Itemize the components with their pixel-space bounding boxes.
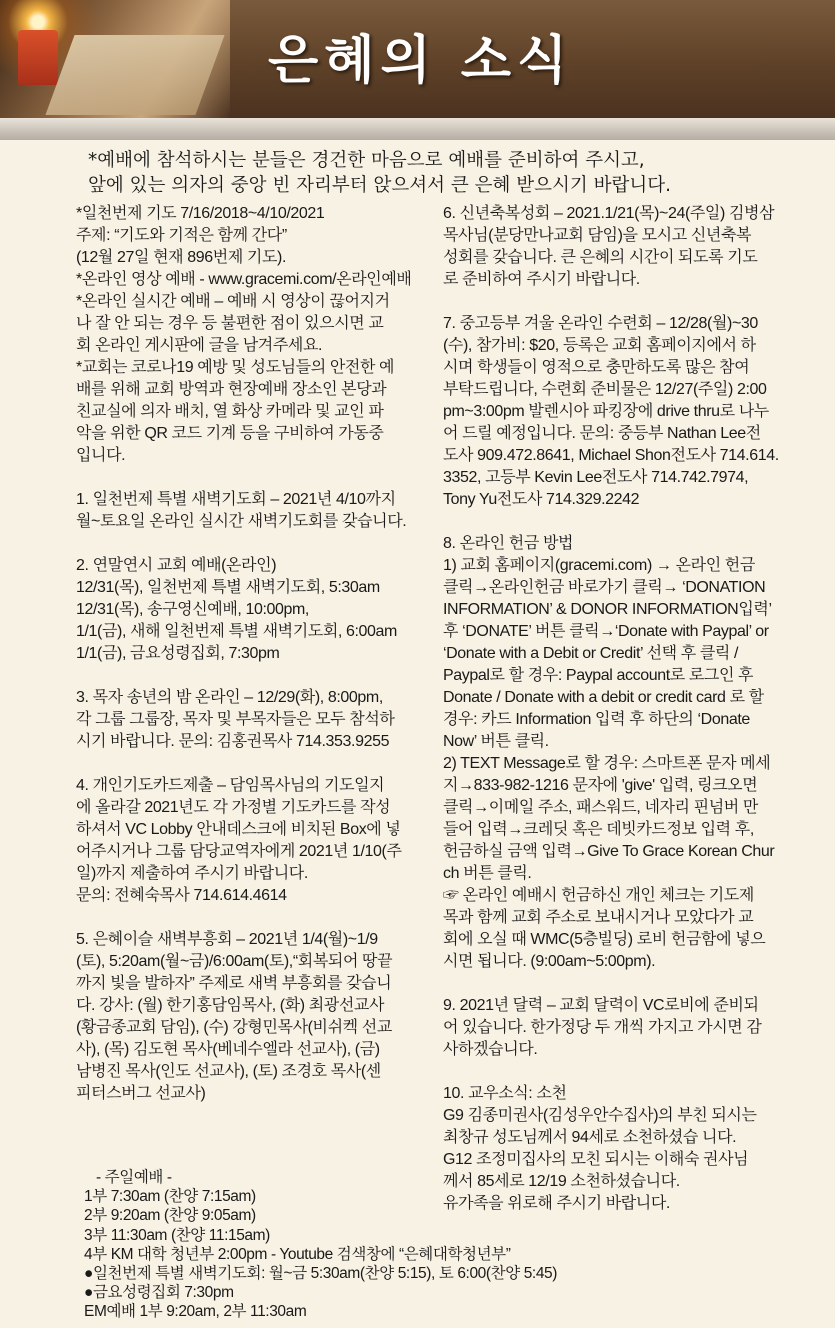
notice-line: 께서 85세로 12/19 소천하셨습니다. <box>443 1173 680 1190</box>
notice-line: 8. 온라인 헌금 방법 <box>443 535 574 552</box>
intro-notice <box>88 148 788 198</box>
notice-line: 7. 중고등부 겨울 온라인 수련회 – 12/28(월)~30 <box>443 315 758 332</box>
notice-line: 1. 일천번제 특별 새벽기도회 – 2021년 4/10까지 <box>76 491 396 508</box>
bible-icon <box>45 35 224 115</box>
notice-line: 3. 목자 송년의 밤 온라인 – 12/29(화), 8:00pm, <box>76 689 383 706</box>
notice-line: 4. 개인기도카드제출 – 담임목사님의 기도일지 <box>76 777 385 794</box>
notice-line: 부탁드립니다, 수련회 준비물은 12/27(주일) 2:00 <box>443 381 767 398</box>
notice-line: *일천번제 기도 7/16/2018~4/10/2021 <box>76 205 325 222</box>
notice-line: 목사님(분당만나교회 담임)을 모시고 신년축복 <box>443 227 752 244</box>
notice-line: 시며 학생들이 영적으로 충만하도록 많은 참여 <box>443 359 750 376</box>
notice-item-5 <box>76 929 431 1105</box>
notice-line: Donate / Donate with a debit or credit card 로 할 <box>443 689 764 706</box>
notice-line: 사), (목) 김도현 목사(베네수엘라 선교사), (금) <box>76 1041 380 1058</box>
notice-line: 피터스버그 선교사) <box>76 1085 206 1102</box>
notice-line: 어 있습니다. 한가정당 두 개씩 가지고 가시면 감 <box>443 1019 762 1036</box>
right-column <box>443 203 803 1237</box>
notice-line: 남병진 목사(인도 선교사), (토) 조경호 목사(센 <box>76 1063 381 1080</box>
notice-line: 시면 됩니다. (9:00am~5:00pm). <box>443 953 656 970</box>
notice-line: 12/31(목), 일천번제 특별 새벽기도회, 5:30am <box>76 579 380 596</box>
notice-item-4 <box>76 775 431 907</box>
service-line: ●일천번제 특별 새벽기도회: 월~금 5:30am(찬양 5:15), 토 6:00(찬양 5:45) <box>84 1265 558 1283</box>
notice-line: 일)까지 제출하여 주시기 바랍니다. <box>76 865 308 882</box>
notice-line: 어 드릴 예정입니다. 문의: 중등부 Nathan Lee전 <box>443 425 761 442</box>
notice-line: 사하겠습니다. <box>443 1041 538 1058</box>
notice-line: 클릭→이메일 주소, 패스워드, 네자리 핀넘버 만 <box>443 799 758 816</box>
notice-line: 후 ‘DONATE’ 버튼 클릭→‘Donate with Paypal’ or <box>443 623 769 640</box>
notice-line: 유가족을 위로해 주시기 바랍니다. <box>443 1195 670 1212</box>
notice-line: 각 그룹 그룹장, 목자 및 부목자들은 모두 참석하 <box>76 711 395 728</box>
notice-line: 월~토요일 온라인 실시간 새벽기도회를 갖습니다. <box>76 513 407 530</box>
notice-line: 12/31(목), 송구영신예배, 10:00pm, <box>76 601 309 618</box>
notice-line: (12월 27일 현재 896번제 기도). <box>76 249 287 266</box>
notice-item-7 <box>443 313 803 511</box>
notice-line: Now’ 버튼 클릭. <box>443 733 549 750</box>
notice-line: 최창규 성도님께서 94세로 소천하셨습 니다. <box>443 1129 737 1146</box>
notice-line: *교회는 코로나19 예방 및 성도님들의 안전한 예 <box>76 359 395 376</box>
notice-line: 3352, 고등부 Kevin Lee전도사 714.742.7974, <box>443 469 749 486</box>
notice-line: 다. 강사: (월) 한기홍담임목사, (화) 최광선교사 <box>76 997 385 1014</box>
notice-line: 까지 빛을 발하자” 주제로 새벽 부흥회를 갖습니 <box>76 975 392 992</box>
notice-line: 클릭→온라인헌금 바로가기 클릭→ ‘DONATION <box>443 579 766 596</box>
left-column <box>76 203 431 1127</box>
header-banner <box>0 0 835 118</box>
service-schedule <box>84 1168 684 1322</box>
notice-line: 경우: 카드 Information 입력 후 하단의 ‘Donate <box>443 711 750 728</box>
notice-item-2 <box>76 555 431 665</box>
notice-line: 회 온라인 게시판에 글을 남겨주세요. <box>76 337 323 354</box>
notice-line: 어주시거나 그룹 담당교역자에게 2021년 1/10(주 <box>76 843 402 860</box>
notice-line: 나 잘 안 되는 경우 등 불편한 점이 있으시면 교 <box>76 315 384 332</box>
notice-line: 친교실에 의자 배치, 열 화상 카메라 및 교인 파 <box>76 403 384 420</box>
notice-item-8 <box>443 533 803 973</box>
intro-line-1: *예배에 참석하시는 분들은 경건한 마음으로 예배를 준비하여 주시고, <box>88 150 645 171</box>
notice-line: *온라인 영상 예배 - www.gracemi.com/온라인예배 <box>76 271 412 288</box>
notice-line: 1/1(금), 새해 일천번제 특별 새벽기도회, 6:00am <box>76 623 397 640</box>
notice-line: (수), 참가비: $20, 등록은 교회 홈페이지에서 하 <box>443 337 756 354</box>
header-divider <box>0 118 835 140</box>
notice-item-9 <box>443 995 803 1061</box>
notice-line: 1) 교회 홈페이지(gracemi.com) → 온라인 헌금 <box>443 557 755 574</box>
notice-line: G12 조정미집사의 모친 되시는 이해숙 권사님 <box>443 1151 749 1168</box>
service-line: ●금요성령집회 7:30pm <box>84 1284 234 1302</box>
notice-line: *온라인 실시간 예배 – 예배 시 영상이 끊어지거 <box>76 293 390 310</box>
notice-line: 6. 신년축복성회 – 2021.1/21(목)~24(주일) 김병삼 <box>443 205 775 222</box>
notice-line: 들어 입력→크레딧 혹은 데빗카드정보 입력 후, <box>443 821 754 838</box>
notice-line: 지→833-982-1216 문자에 'give' 입력, 링크오면 <box>443 777 758 794</box>
notice-line: 입니다. <box>76 447 126 464</box>
notice-item-1 <box>76 489 431 533</box>
service-line: 2부 9:20am (찬양 9:05am) <box>84 1207 256 1225</box>
notice-line: 악을 위한 QR 코드 기계 등을 구비하여 가동중 <box>76 425 384 442</box>
service-line: 3부 11:30am (찬양 11:15am) <box>84 1226 270 1244</box>
notice-line: 성회를 갖습니다. 큰 은혜의 시간이 되도록 기도 <box>443 249 758 266</box>
notice-line: ☞ 온라인 예배시 헌금하신 개인 체크는 기도제 <box>443 887 754 904</box>
notice-line: 회에 오실 때 WMC(5층빌딩) 로비 헌금함에 넣으 <box>443 931 766 948</box>
candle-icon <box>18 30 58 85</box>
notice-line: 로 준비하여 주시기 바랍니다. <box>443 271 640 288</box>
notice-line: 문의: 전혜숙목사 714.614.4614 <box>76 887 287 904</box>
notice-line: 시기 바랍니다. 문의: 김홍권목사 714.353.9255 <box>76 733 390 750</box>
service-line: 1부 7:30am (찬양 7:15am) <box>84 1188 256 1206</box>
notice-line: 주제: “기도와 기적은 함께 간다” <box>76 227 287 244</box>
notice-line: ch 버튼 클릭. <box>443 865 532 882</box>
candle-bible-photo <box>0 0 230 118</box>
service-line: EM예배 1부 9:20am, 2부 11:30am <box>84 1303 307 1321</box>
notice-line: 2. 연말연시 교회 예배(온라인) <box>76 557 277 574</box>
service-schedule-title: - 주일예배 - <box>96 1169 172 1186</box>
notice-line: 2) TEXT Message로 할 경우: 스마트폰 문자 메세 <box>443 755 771 772</box>
notice-line: 9. 2021년 달력 – 교회 달력이 VC로비에 준비되 <box>443 997 759 1014</box>
notice-line: 배를 위해 교회 방역과 현장예배 장소인 본당과 <box>76 381 387 398</box>
notice-line: 5. 은혜이슬 새벽부흥회 – 2021년 1/4(월)~1/9 <box>76 931 378 948</box>
page-title: 은혜의 소식 <box>268 30 574 91</box>
notice-line: pm~3:00pm 발렌시아 파킹장에 drive thru로 나누 <box>443 403 769 420</box>
notice-line: 1/1(금), 금요성령집회, 7:30pm <box>76 645 280 662</box>
notice-line: (황금종교회 담임), (수) 강형민목사(비쉬켁 선교 <box>76 1019 392 1036</box>
notice-line: 목과 함께 교회 주소로 보내시거나 모았다가 교 <box>443 909 754 926</box>
notice-line: 헌금하실 금액 입력→Give To Grace Korean Chur <box>443 843 775 860</box>
notice-line: 에 올라갈 2021년도 각 가정별 기도카드를 작성 <box>76 799 391 816</box>
notice-line: Paypal로 할 경우: Paypal account로 로그인 후 <box>443 667 754 684</box>
notice-line: ‘Donate with a Debit or Credit’ 선택 후 클릭 / <box>443 645 739 662</box>
notice-item-6 <box>443 203 803 291</box>
notice-item-3 <box>76 687 431 753</box>
notice-line: 10. 교우소식: 소천 <box>443 1085 567 1102</box>
notice-line: Tony Yu전도사 714.329.2242 <box>443 491 640 508</box>
notice-line: 하셔서 VC Lobby 안내데스크에 비치된 Box에 넣 <box>76 821 401 838</box>
service-line: 4부 KM 대학 청년부 2:00pm - Youtube 검색창에 “은혜대학청년부” <box>84 1245 511 1263</box>
intro-line-2: 앞에 있는 의자의 중앙 빈 자리부터 앉으셔서 큰 은혜 받으시기 바랍니다. <box>88 175 671 196</box>
general-notices <box>76 203 431 467</box>
notice-line: G9 김종미권사(김성우안수집사)의 부친 되시는 <box>443 1107 757 1124</box>
notice-line: INFORMATION’ & DONOR INFORMATION입력’ <box>443 601 772 618</box>
notice-line: (토), 5:20am(월~금)/6:00am(토),“회복되어 땅끝 <box>76 953 393 970</box>
notice-line: 도사 909.472.8641, Michael Shon전도사 714.614. <box>443 447 779 464</box>
